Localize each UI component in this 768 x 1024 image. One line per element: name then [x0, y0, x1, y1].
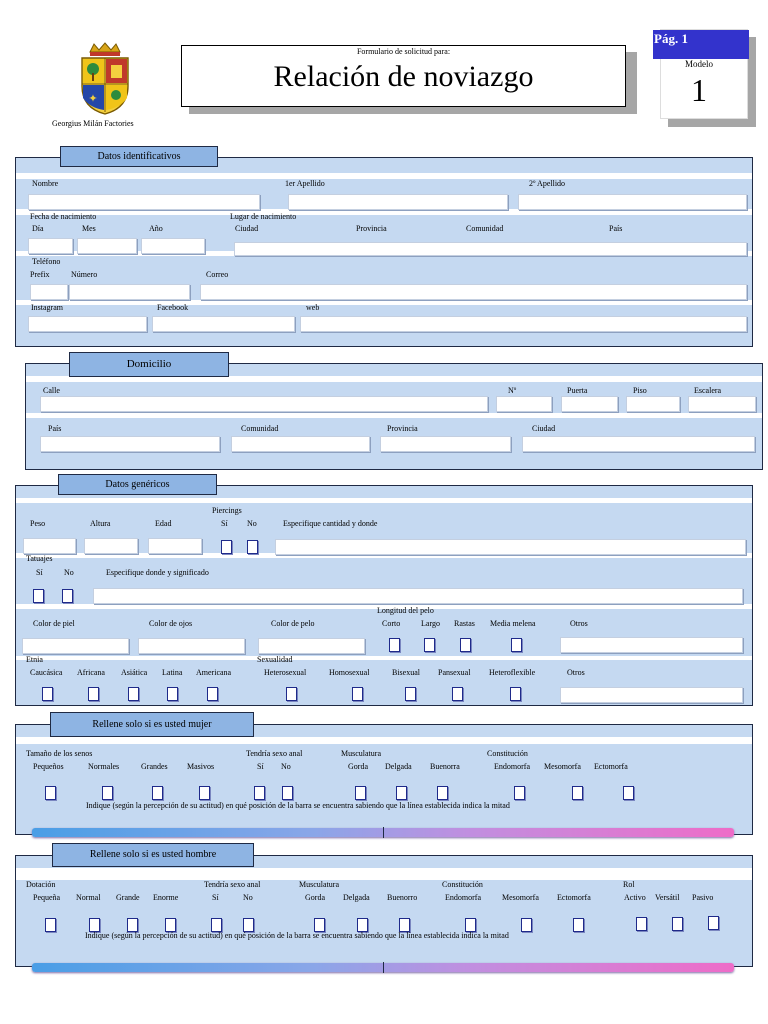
label-peso: Peso — [30, 519, 46, 528]
piercings-si-checkbox[interactable] — [221, 540, 232, 554]
label-otros-sexualidad: Otros — [567, 668, 585, 677]
section-title-genericos: Datos genéricos — [58, 474, 217, 495]
color-ojos-field[interactable] — [138, 638, 245, 654]
label-color-ojos: Color de ojos — [149, 619, 193, 628]
model-box — [654, 29, 748, 119]
label-homosexual: Homosexual — [329, 668, 370, 677]
section-title-hombre: Rellene solo si es usted hombre — [52, 843, 254, 867]
label-ciudad-domicilio: Ciudad — [532, 424, 556, 433]
label-telefono: Teléfono — [32, 257, 61, 266]
actitud-slider-hombre[interactable] — [32, 963, 734, 972]
constitucion-endomorfa-hombre-checkbox[interactable] — [465, 918, 476, 932]
web-field[interactable] — [300, 316, 747, 332]
label-largo: Largo — [421, 619, 440, 628]
label-musculatura-hombre: Musculatura — [299, 880, 339, 889]
label-anio: Año — [149, 224, 163, 233]
label-comunidad-domicilio: Comunidad — [241, 424, 279, 433]
sexualidad-homosexual-checkbox[interactable] — [352, 687, 363, 701]
mes-field[interactable] — [77, 238, 137, 254]
label-ectomorfa-hombre: Ectomorfa — [557, 893, 591, 902]
label-asiatica: Asiática — [121, 668, 148, 677]
label-sexualidad: Sexualidad — [257, 655, 293, 664]
label-calle: Calle — [43, 386, 60, 395]
section-mujer — [15, 724, 753, 835]
label-color-pelo: Color de pelo — [271, 619, 315, 628]
label-numero-portal: Nº — [508, 386, 517, 395]
musculatura-gorda-hombre-checkbox[interactable] — [314, 918, 325, 932]
label-provincia: Provincia — [356, 224, 387, 233]
peso-field[interactable] — [23, 538, 76, 554]
label-activo: Activo — [624, 893, 646, 902]
label-tamano-senos: Tamaño de los senos — [26, 749, 93, 758]
etnia-asiatica-checkbox[interactable] — [128, 687, 139, 701]
constitucion-mesomorfa-mujer-checkbox[interactable] — [572, 786, 583, 800]
label-color-piel: Color de piel — [33, 619, 75, 628]
model-label: Modelo — [685, 59, 713, 69]
indique-texto-mujer: Indique (según la percepción de su actitud) en qué posición de la barra se encuentra sabiendo que la línea establecida indica la mitad — [86, 801, 510, 810]
title-box — [181, 45, 626, 107]
label-ciudad: Ciudad — [235, 224, 259, 233]
instagram-field[interactable] — [28, 316, 147, 332]
section-domicilio — [25, 363, 763, 470]
color-piel-field[interactable] — [22, 638, 129, 654]
label-apellido2: 2º Apellido — [529, 179, 566, 188]
provincia-domicilio-field[interactable] — [380, 436, 511, 452]
constitucion-ectomorfa-hombre-checkbox[interactable] — [573, 918, 584, 932]
label-numero: Número — [71, 270, 98, 279]
altura-field[interactable] — [84, 538, 138, 554]
label-piercings: Piercings — [212, 506, 242, 515]
section-title-identificativos: Datos identificativos — [60, 146, 218, 167]
label-corto: Corto — [382, 619, 401, 628]
label-rol: Rol — [623, 880, 635, 889]
etnia-africana-checkbox[interactable] — [88, 687, 99, 701]
apellido1-field[interactable] — [288, 194, 508, 210]
edad-field[interactable] — [148, 538, 202, 554]
dotacion-pequena-checkbox[interactable] — [45, 918, 56, 932]
piso-field[interactable] — [626, 396, 680, 412]
actitud-midline-hombre — [383, 962, 384, 973]
senos-normales-checkbox[interactable] — [102, 786, 113, 800]
numero-portal-field[interactable] — [496, 396, 552, 412]
label-sexo-anal-mujer: Tendría sexo anal — [246, 749, 303, 758]
anal-si-hombre-checkbox[interactable] — [211, 918, 222, 932]
form-subtitle: Formulario de solicitud para: — [356, 47, 451, 56]
label-mes: Mes — [82, 224, 96, 233]
anal-no-hombre-checkbox[interactable] — [243, 918, 254, 932]
pelo-otros-field[interactable] — [560, 637, 743, 653]
section-hombre — [15, 855, 753, 967]
tatuajes-no-checkbox[interactable] — [62, 589, 73, 603]
svg-text:✦: ✦ — [88, 93, 98, 105]
label-bisexual: Bisexual — [392, 668, 420, 677]
label-anal-no-mujer: No — [281, 762, 291, 771]
label-pais: País — [609, 224, 623, 233]
pelo-largo-checkbox[interactable] — [424, 638, 435, 652]
label-endomorfa-hombre: Endomorfa — [445, 893, 481, 902]
anio-field[interactable] — [141, 238, 205, 254]
label-tatuajes-no: No — [64, 568, 74, 577]
label-prefix: Prefix — [30, 270, 50, 279]
etnia-caucasica-checkbox[interactable] — [42, 687, 53, 701]
label-facebook: Facebook — [157, 303, 189, 312]
piercings-detalle-field[interactable] — [275, 539, 746, 555]
actitud-midline-mujer — [383, 827, 384, 838]
pelo-rastas-checkbox[interactable] — [460, 638, 471, 652]
color-pelo-field[interactable] — [258, 638, 365, 654]
tatuajes-si-checkbox[interactable] — [33, 589, 44, 603]
musculatura-delgada-hombre-checkbox[interactable] — [357, 918, 368, 932]
label-gorda-hombre: Gorda — [305, 893, 325, 902]
puerta-field[interactable] — [561, 396, 618, 412]
dotacion-enorme-checkbox[interactable] — [165, 918, 176, 932]
label-delgada-mujer: Delgada — [385, 762, 412, 771]
label-delgada-hombre: Delgada — [343, 893, 370, 902]
label-instagram: Instagram — [31, 303, 63, 312]
sexualidad-heteroflexible-checkbox[interactable] — [510, 687, 521, 701]
dia-field[interactable] — [28, 238, 73, 254]
label-endomorfa-mujer: Endomorfa — [494, 762, 530, 771]
page-badge: Pág. 1 — [653, 30, 749, 59]
nombre-field[interactable] — [28, 194, 260, 210]
label-media-melena: Media melena — [490, 619, 536, 628]
label-pais-domicilio: País — [48, 424, 62, 433]
rol-versatil-checkbox[interactable] — [672, 917, 683, 931]
label-apellido1: 1er Apellido — [285, 179, 325, 188]
section-title-domicilio: Domicilio — [69, 352, 229, 377]
label-anal-no-hombre: No — [243, 893, 253, 902]
prefix-field[interactable] — [30, 284, 68, 300]
label-pequenos: Pequeños — [33, 762, 64, 771]
label-tatuajes: Tatuajes — [26, 554, 53, 563]
pais-domicilio-field[interactable] — [40, 436, 220, 452]
label-mesomorfa-mujer: Mesomorfa — [544, 762, 581, 771]
label-longitud-pelo: Longitud del pelo — [377, 606, 434, 615]
anal-si-mujer-checkbox[interactable] — [254, 786, 265, 800]
label-buenorra: Buenorra — [430, 762, 460, 771]
actitud-slider-mujer[interactable] — [32, 828, 734, 837]
dotacion-normal-checkbox[interactable] — [89, 918, 100, 932]
label-constitucion-hombre: Constitución — [442, 880, 483, 889]
musculatura-buenorra-checkbox[interactable] — [437, 786, 448, 800]
label-especifique-cantidad: Especifique cantidad y donde — [283, 519, 378, 528]
senos-masivos-checkbox[interactable] — [199, 786, 210, 800]
form-title: Relación de noviazgo — [273, 60, 534, 93]
coat-of-arms-caption: Georgius Milán Factories — [52, 119, 134, 128]
label-etnia: Etnia — [26, 655, 43, 664]
sexualidad-bisexual-checkbox[interactable] — [405, 687, 416, 701]
telefono-field[interactable] — [69, 284, 190, 300]
senos-grandes-checkbox[interactable] — [152, 786, 163, 800]
musculatura-delgada-mujer-checkbox[interactable] — [396, 786, 407, 800]
label-heteroflexible: Heteroflexible — [489, 668, 536, 677]
label-rastas: Rastas — [454, 619, 475, 628]
musculatura-gorda-mujer-checkbox[interactable] — [355, 786, 366, 800]
label-otros-pelo: Otros — [570, 619, 588, 628]
label-ectomorfa-mujer: Ectomorfa — [594, 762, 628, 771]
label-caucasica: Caucásica — [30, 668, 63, 677]
rol-activo-checkbox[interactable] — [636, 917, 647, 931]
label-masivos: Masivos — [187, 762, 215, 771]
pelo-corto-checkbox[interactable] — [389, 638, 400, 652]
label-anal-si-mujer: Sí — [257, 762, 264, 771]
tatuajes-detalle-field[interactable] — [93, 588, 743, 604]
section-title-mujer: Rellene solo si es usted mujer — [50, 712, 254, 737]
label-piso: Piso — [633, 386, 647, 395]
piercings-no-checkbox[interactable] — [247, 540, 258, 554]
indique-texto-hombre: Indique (según la percepción de su actitud) en qué posición de la barra se encuentra sabiendo que la línea establecida indica la mitad — [85, 931, 509, 940]
calle-field[interactable] — [40, 396, 488, 412]
label-enorme: Enorme — [153, 893, 179, 902]
sexualidad-otros-field[interactable] — [560, 687, 743, 703]
comunidad-domicilio-field[interactable] — [231, 436, 370, 452]
constitucion-endomorfa-mujer-checkbox[interactable] — [514, 786, 525, 800]
pelo-media-melena-checkbox[interactable] — [511, 638, 522, 652]
sexualidad-heterosexual-checkbox[interactable] — [286, 687, 297, 701]
musculatura-buenorro-checkbox[interactable] — [399, 918, 410, 932]
correo-field[interactable] — [200, 284, 747, 300]
label-piercings-si: Sí — [221, 519, 228, 528]
facebook-field[interactable] — [152, 316, 295, 332]
label-dotacion: Dotación — [26, 880, 56, 889]
label-musculatura-mujer: Musculatura — [341, 749, 381, 758]
constitucion-ectomorfa-mujer-checkbox[interactable] — [623, 786, 634, 800]
anal-no-mujer-checkbox[interactable] — [282, 786, 293, 800]
label-buenorro: Buenorro — [387, 893, 418, 902]
label-nombre: Nombre — [32, 179, 59, 188]
label-constitucion-mujer: Constitución — [487, 749, 528, 758]
label-pequena: Pequeña — [33, 893, 61, 902]
lugar-nacimiento-field[interactable] — [234, 242, 747, 256]
label-puerta: Puerta — [567, 386, 588, 395]
label-fecha-nacimiento: Fecha de nacimiento — [30, 212, 97, 221]
label-heterosexual: Heterosexual — [264, 668, 307, 677]
label-africana: Africana — [77, 668, 105, 677]
label-normal: Normal — [76, 893, 101, 902]
label-tatuajes-si: Sí — [36, 568, 43, 577]
label-edad: Edad — [155, 519, 172, 528]
label-latina: Latina — [162, 668, 183, 677]
label-comunidad: Comunidad — [466, 224, 504, 233]
constitucion-mesomorfa-hombre-checkbox[interactable] — [521, 918, 532, 932]
rol-pasivo-checkbox[interactable] — [708, 916, 719, 930]
model-number: 1 — [691, 72, 707, 108]
label-americana: Americana — [196, 668, 232, 677]
label-sexo-anal-hombre: Tendría sexo anal — [204, 880, 261, 889]
etnia-americana-checkbox[interactable] — [207, 687, 218, 701]
label-anal-si-hombre: Sí — [212, 893, 219, 902]
label-especifique-donde: Especifique donde y significado — [106, 568, 209, 577]
label-piercings-no: No — [247, 519, 257, 528]
dotacion-grande-checkbox[interactable] — [127, 918, 138, 932]
label-mesomorfa-hombre: Mesomorfa — [502, 893, 539, 902]
ciudad-domicilio-field[interactable] — [522, 436, 755, 452]
label-provincia-domicilio: Provincia — [387, 424, 418, 433]
label-correo: Correo — [206, 270, 229, 279]
escalera-field[interactable] — [688, 396, 756, 412]
etnia-latina-checkbox[interactable] — [167, 687, 178, 701]
label-web: web — [306, 303, 320, 312]
coat-of-arms-logo — [76, 42, 134, 116]
label-escalera: Escalera — [694, 386, 722, 395]
label-altura: Altura — [90, 519, 111, 528]
label-versatil: Versátil — [655, 893, 680, 902]
sexualidad-pansexual-checkbox[interactable] — [452, 687, 463, 701]
label-grandes: Grandes — [141, 762, 168, 771]
label-dia: Día — [32, 224, 44, 233]
label-pasivo: Pasivo — [692, 893, 714, 902]
label-normales: Normales — [88, 762, 120, 771]
label-pansexual: Pansexual — [438, 668, 471, 677]
label-lugar-nacimiento: Lugar de nacimiento — [230, 212, 297, 221]
label-grande: Grande — [116, 893, 140, 902]
label-gorda-mujer: Gorda — [348, 762, 368, 771]
senos-pequenos-checkbox[interactable] — [45, 786, 56, 800]
apellido2-field[interactable] — [518, 194, 747, 210]
